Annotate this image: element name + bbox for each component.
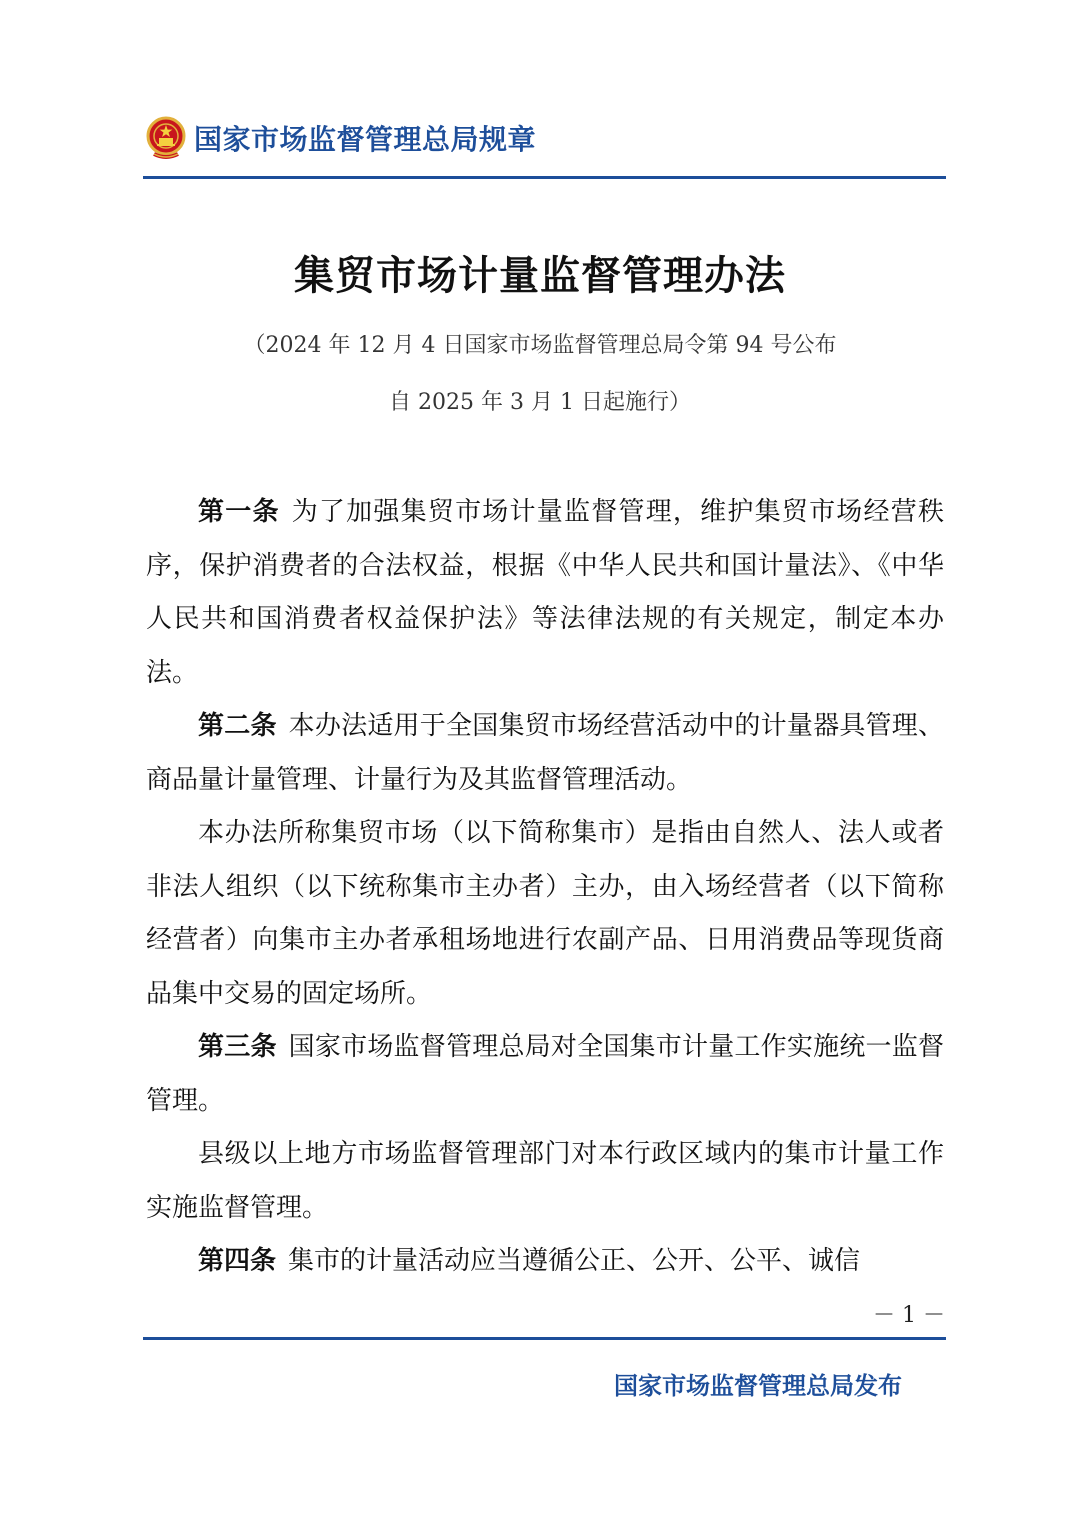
document-title: 集贸市场计量监督管理办法	[294, 252, 786, 299]
paragraph-text: 县级以上地方市场监督管理部门对本行政区域内的集市计量工作实施监督管理。	[146, 1139, 944, 1223]
paragraph-text: 本办法适用于全国集贸市场经营活动中的计量器具管理、商品量计量管理、计量行为及其监督管理活动。	[146, 711, 944, 795]
document-body	[146, 486, 944, 1289]
document-subtitle-line2: 自 2025 年 3 月 1 日起施行）	[389, 390, 691, 415]
article-number: 第一条	[198, 497, 280, 527]
article-paragraph	[146, 1235, 944, 1289]
paragraph-text: 本办法所称集贸市场（以下简称集市）是指由自然人、法人或者非法人组织（以下统称集市主办者）主办，由入场经营者（以下简称经营者）向集市主办者承租场地进行农副产品、日用消费品等现货商品集中交易的固定场所。	[146, 818, 944, 1009]
header-divider	[143, 176, 946, 179]
page-number: － 1 －	[873, 1303, 945, 1328]
body-paragraph	[146, 1128, 944, 1235]
paragraph-text: 为了加强集贸市场计量监督管理，维护集贸市场经营秩序，保护消费者的合法权益，根据《中华人民共和国计量法》、《中华人民共和国消费者权益保护法》等法律法规的有关规定，制定本办法。	[146, 497, 944, 688]
page-header	[146, 116, 536, 160]
body-paragraph	[146, 807, 944, 1021]
document-subtitle-line1: （2024 年 12 月 4 日国家市场监督管理总局令第 94 号公布	[243, 333, 837, 358]
paragraph-text: 国家市场监督管理总局对全国集市计量工作实施统一监督管理。	[146, 1032, 944, 1116]
article-paragraph	[146, 700, 944, 807]
article-number: 第二条	[198, 711, 277, 741]
article-number: 第四条	[198, 1246, 277, 1276]
national-emblem-icon	[146, 116, 186, 160]
article-paragraph	[146, 1021, 944, 1128]
article-number: 第三条	[198, 1032, 277, 1062]
paragraph-text: 集市的计量活动应当遵循公正、公开、公平、诚信	[288, 1246, 861, 1276]
footer-divider	[143, 1337, 946, 1340]
header-title: 国家市场监督管理总局规章	[194, 123, 537, 156]
article-paragraph	[146, 486, 944, 700]
footer-publisher: 国家市场监督管理总局发布	[614, 1372, 902, 1400]
